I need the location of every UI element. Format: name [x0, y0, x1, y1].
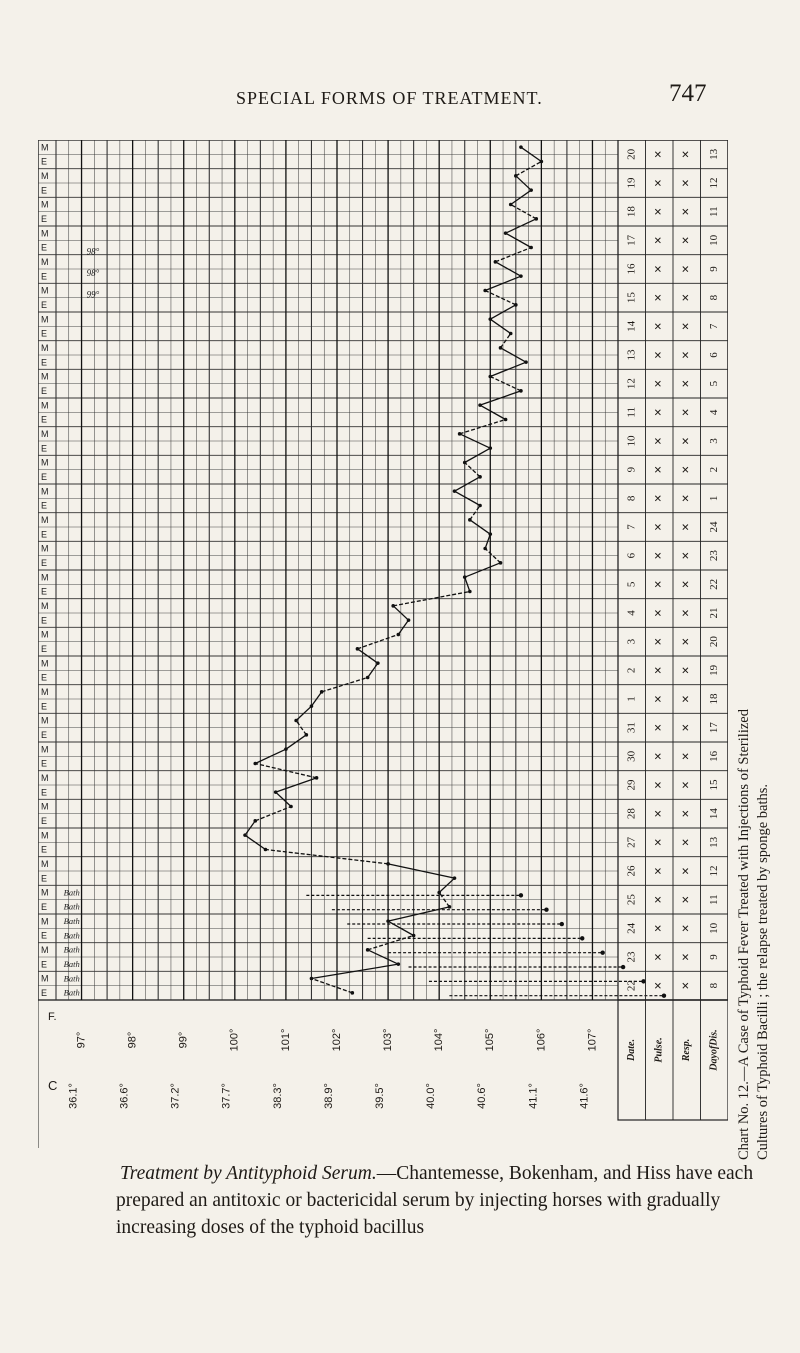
temperature-chart-svg [38, 140, 728, 1148]
trace-point [519, 145, 523, 149]
pulse-cell: ✕ [653, 723, 665, 732]
trace-point [310, 704, 314, 708]
pulse-cell: ✕ [653, 924, 665, 933]
date-cell: 4 [625, 610, 638, 616]
running-head [0, 80, 800, 118]
fahrenheit-label: 106° [535, 1028, 548, 1052]
day-of-disease-cell: 11 [707, 894, 720, 905]
date-cell: 24 [625, 922, 638, 934]
date-cell: 19 [625, 177, 638, 189]
row-mark: M [41, 944, 49, 955]
fahrenheit-label: 97° [75, 1031, 88, 1049]
row-mark: E [41, 242, 48, 253]
row-mark: M [41, 772, 49, 783]
bath-point [621, 965, 625, 969]
date-cell: 18 [625, 206, 638, 218]
bath-point [560, 922, 564, 926]
day-of-disease-cell: 16 [707, 750, 720, 762]
resp-cell: ✕ [681, 752, 693, 761]
trace-point [463, 461, 467, 465]
row-mark: E [41, 529, 48, 540]
row-mark: M [41, 801, 49, 812]
row-mark: E [41, 156, 48, 167]
trace-point [494, 260, 498, 264]
trace-point [253, 819, 257, 823]
date-cell: 13 [625, 349, 638, 361]
fahrenheit-label: 103° [381, 1028, 394, 1052]
celsius-label: 41.6° [578, 1083, 591, 1109]
row-mark: E [41, 385, 48, 396]
row-mark: E [41, 672, 48, 683]
resp-cell: ✕ [681, 436, 693, 446]
resp-cell: ✕ [681, 408, 693, 417]
row-mark: M [41, 629, 49, 640]
row-mark: M [41, 600, 49, 611]
bath-note: Bath [63, 916, 80, 927]
resp-cell: ✕ [681, 322, 693, 331]
trace-point [488, 446, 492, 450]
pulse-cell: ✕ [653, 293, 665, 302]
date-cell: 12 [625, 378, 638, 390]
trace-point [305, 733, 309, 737]
celsius-label: 39.5° [373, 1083, 386, 1109]
fahrenheit-label: 99° [177, 1031, 190, 1049]
bath-note: Bath [63, 959, 80, 970]
row-mark: E [41, 643, 48, 654]
celsius-label: 38.3° [271, 1083, 284, 1109]
date-cell: 30 [625, 750, 638, 762]
bath-point [580, 936, 584, 940]
day-of-disease-cell: 14 [707, 808, 720, 820]
trace-point [320, 690, 324, 694]
trace-point [499, 346, 503, 350]
resp-cell: ✕ [681, 293, 693, 302]
day-of-disease-cell: 9 [707, 266, 720, 272]
trace-point [274, 790, 278, 794]
day-of-disease-cell: 18 [707, 693, 720, 705]
celsius-label: 40.6° [476, 1083, 489, 1109]
pulse-cell: ✕ [653, 379, 665, 388]
paragraph-text: —Chantemesse, Bokenham, and Hiss have each prepared an antitoxic or bactericidal serum by injecting horses with gradually increasing doses of the typhoid bacillus [116, 1163, 754, 1238]
row-mark: M [41, 887, 49, 898]
day-of-disease-cell: 3 [707, 438, 720, 444]
row-mark: E [41, 586, 48, 597]
row-mark: M [41, 744, 49, 755]
day-of-disease-cell: 9 [707, 954, 720, 960]
row-header-label: Pulse. [653, 1037, 665, 1063]
pulse-cell: ✕ [653, 895, 665, 904]
pulse-cell: ✕ [653, 436, 665, 446]
trace-point [366, 676, 370, 680]
trace-point [478, 475, 482, 479]
pulse-cell: ✕ [653, 322, 665, 331]
trace-point [458, 432, 462, 436]
trace-point [483, 289, 487, 293]
resp-cell: ✕ [681, 895, 693, 904]
date-cell: 8 [625, 495, 638, 502]
trace-point [376, 661, 380, 665]
trace-point [453, 489, 457, 493]
day-of-disease-cell: 4 [707, 409, 720, 416]
row-mark: E [41, 471, 48, 482]
day-of-disease-cell: 22 [707, 578, 720, 590]
row-mark: E [41, 185, 48, 196]
fahrenheit-label: 100° [228, 1028, 241, 1052]
row-mark: M [41, 543, 49, 554]
bath-point [600, 951, 604, 955]
row-mark: E [41, 299, 48, 310]
trace-point [448, 905, 452, 909]
trace-point [468, 590, 472, 594]
trace-point [488, 532, 492, 536]
trace-point [468, 518, 472, 522]
bath-note: Bath [63, 930, 80, 941]
resp-cell: ✕ [681, 522, 693, 532]
pulse-cell: ✕ [653, 809, 665, 818]
trace-point [488, 375, 492, 379]
row-mark: M [41, 973, 49, 984]
trace-point [478, 504, 482, 508]
row-mark: M [41, 457, 49, 468]
date-cell: 29 [625, 779, 638, 791]
day-of-disease-cell: 8 [707, 294, 720, 301]
fahrenheit-mark: F. [48, 1011, 57, 1023]
row-mark: E [41, 930, 48, 941]
pulse-cell: ✕ [653, 236, 665, 245]
resp-cell: ✕ [681, 608, 693, 618]
resp-cell: ✕ [681, 236, 693, 245]
fahrenheit-label: 102° [330, 1028, 343, 1052]
celsius-mark: C [48, 1078, 58, 1093]
pulse-cell: ✕ [653, 752, 665, 761]
celsius-label: 41.1° [527, 1083, 540, 1109]
pulse-cell: ✕ [653, 150, 665, 159]
row-mark: M [41, 256, 49, 267]
upper-note: 99° [86, 289, 100, 300]
trace-point [386, 919, 390, 923]
pulse-cell: ✕ [653, 608, 665, 618]
day-of-disease-cell: 7 [707, 323, 720, 330]
row-mark: M [41, 686, 49, 697]
day-of-disease-cell: 5 [707, 380, 720, 387]
resp-cell: ✕ [681, 924, 693, 933]
day-of-disease-cell: 23 [707, 550, 720, 562]
trace-point [264, 848, 268, 852]
celsius-label: 38.9° [322, 1083, 335, 1109]
trace-point [540, 160, 544, 164]
trace-point [504, 418, 508, 422]
date-cell: 23 [625, 951, 638, 963]
trace-point [437, 891, 441, 895]
pulse-cell: ✕ [653, 666, 665, 675]
fahrenheit-label: 105° [484, 1028, 497, 1052]
row-mark: M [41, 400, 49, 411]
resp-cell: ✕ [681, 952, 693, 962]
trace-point [478, 403, 482, 407]
row-mark: E [41, 500, 48, 511]
date-cell: 17 [625, 234, 638, 246]
date-cell: 11 [625, 407, 638, 418]
trace-point [315, 776, 319, 780]
bath-point [662, 994, 666, 998]
resp-cell: ✕ [681, 838, 693, 847]
page-number: 747 [669, 80, 707, 107]
row-mark: E [41, 701, 48, 712]
trace-point [514, 174, 518, 178]
date-cell: 6 [625, 552, 638, 559]
trace-point [366, 948, 370, 952]
pulse-cell: ✕ [653, 952, 665, 962]
date-cell: 26 [625, 865, 638, 877]
upper-note: 98° [86, 268, 100, 279]
resp-cell: ✕ [681, 580, 693, 589]
resp-cell: ✕ [681, 694, 693, 704]
trace-point [243, 833, 247, 837]
trace-point [453, 876, 457, 880]
resp-cell: ✕ [681, 379, 693, 388]
date-cell: 9 [625, 466, 638, 473]
pulse-cell: ✕ [653, 694, 665, 704]
date-cell: 31 [625, 722, 638, 734]
day-of-disease-cell: 10 [707, 234, 720, 246]
trace-point [351, 991, 355, 995]
bath-point [544, 908, 548, 912]
day-of-disease-cell: 19 [707, 664, 720, 676]
running-head-title: SPECIAL FORMS OF TREATMENT. [236, 88, 543, 108]
date-cell: 7 [625, 524, 638, 530]
row-mark: E [41, 213, 48, 224]
upper-note: 98° [86, 246, 100, 257]
date-cell: 10 [625, 435, 638, 447]
trace-point [514, 303, 518, 307]
fahrenheit-label: 98° [126, 1031, 139, 1049]
resp-cell: ✕ [681, 178, 693, 188]
day-of-disease-cell: 11 [707, 206, 720, 217]
bath-note: Bath [63, 887, 80, 898]
trace-point [463, 575, 467, 579]
row-mark: M [41, 858, 49, 869]
row-mark: M [41, 486, 49, 497]
date-cell: 2 [625, 667, 638, 674]
day-of-disease-cell: 10 [707, 922, 720, 934]
chart-caption-line-2: Cultures of Typhoid Bacilli ; the relapse treated by sponge baths. [755, 783, 771, 1160]
trace-point [397, 633, 401, 637]
day-of-disease-cell: 13 [707, 836, 720, 848]
bath-note: Bath [63, 944, 80, 955]
pulse-cell: ✕ [653, 494, 665, 503]
pulse-cell: ✕ [653, 522, 665, 532]
resp-cell: ✕ [681, 150, 693, 159]
trace-point [289, 805, 293, 809]
bath-note: Bath [63, 987, 80, 998]
row-mark: M [41, 572, 49, 583]
row-mark: M [41, 371, 49, 382]
resp-cell: ✕ [681, 866, 693, 876]
date-cell: 14 [625, 320, 638, 332]
chart-caption [735, 560, 795, 1160]
resp-cell: ✕ [681, 465, 693, 474]
resp-cell: ✕ [681, 723, 693, 732]
row-mark: E [41, 758, 48, 769]
trace-point [284, 747, 288, 751]
resp-cell: ✕ [681, 494, 693, 503]
date-cell: 15 [625, 292, 638, 304]
row-mark: E [41, 873, 48, 884]
resp-cell: ✕ [681, 350, 693, 360]
trace-point [483, 547, 487, 551]
celsius-label: 40.0° [425, 1083, 438, 1109]
celsius-label: 37.7° [220, 1083, 233, 1109]
row-mark: M [41, 916, 49, 927]
celsius-label: 36.1° [67, 1083, 80, 1109]
resp-cell: ✕ [681, 264, 693, 274]
date-cell: 20 [625, 148, 638, 160]
pulse-cell: ✕ [653, 178, 665, 188]
trace-point [407, 618, 411, 622]
row-mark: E [41, 443, 48, 454]
day-of-disease-cell: 1 [707, 495, 720, 502]
trace-point [519, 274, 523, 278]
row-mark: E [41, 414, 48, 425]
trace-point [534, 217, 538, 221]
day-of-disease-cell: 8 [707, 982, 720, 989]
row-mark: M [41, 170, 49, 181]
row-mark: E [41, 901, 48, 912]
row-mark: M [41, 715, 49, 726]
day-of-disease-cell: 17 [707, 722, 720, 734]
body-paragraph [116, 1160, 756, 1241]
row-mark: M [41, 199, 49, 210]
day-of-disease-cell: 20 [707, 636, 720, 648]
trace-point [509, 332, 513, 336]
row-mark: M [41, 285, 49, 296]
trace-point [386, 862, 390, 866]
date-cell: 27 [625, 836, 638, 848]
celsius-label: 36.6° [118, 1083, 131, 1109]
day-of-disease-cell: 6 [707, 352, 720, 358]
day-of-disease-cell: 12 [707, 865, 720, 877]
row-mark: E [41, 271, 48, 282]
row-mark: E [41, 987, 48, 998]
row-header-label: Date. [626, 1039, 638, 1061]
day-of-disease-cell: 15 [707, 779, 720, 791]
temperature-scale [38, 1000, 598, 1148]
trace-point [504, 231, 508, 235]
resp-cell: ✕ [681, 981, 693, 990]
resp-cell: ✕ [681, 666, 693, 675]
date-cell: 28 [625, 808, 638, 820]
date-cell: 16 [625, 263, 638, 275]
resp-cell: ✕ [681, 551, 693, 560]
pulse-cell: ✕ [653, 350, 665, 360]
row-mark: E [41, 615, 48, 626]
day-of-disease-cell: 13 [707, 148, 720, 160]
trace-point [509, 203, 513, 207]
pulse-cell: ✕ [653, 838, 665, 847]
resp-cell: ✕ [681, 780, 693, 790]
row-header-label: DayofDis. [708, 1029, 720, 1071]
date-cell: 1 [625, 696, 638, 702]
resp-cell: ✕ [681, 809, 693, 818]
day-of-disease-cell: 2 [707, 466, 720, 473]
bath-note: Bath [63, 973, 80, 984]
row-mark: M [41, 314, 49, 325]
celsius-label: 37.2° [169, 1083, 182, 1109]
trace-point [412, 934, 416, 938]
row-mark: M [41, 228, 49, 239]
row-mark: M [41, 658, 49, 669]
row-mark: M [41, 830, 49, 841]
date-cell: 5 [625, 581, 638, 588]
chart-caption-line-1: Chart No. 12.—A Case of Typhoid Fever Treated with Injections of Sterilized [736, 709, 752, 1160]
trace-point [397, 962, 401, 966]
date-header [618, 140, 728, 1120]
row-mark: M [41, 428, 49, 439]
row-mark: M [41, 342, 49, 353]
trace-point [253, 762, 257, 766]
pulse-cell: ✕ [653, 264, 665, 274]
trace-point [529, 188, 533, 192]
pulse-cell: ✕ [653, 465, 665, 474]
row-mark: E [41, 328, 48, 339]
pulse-cell: ✕ [653, 551, 665, 560]
date-cell: 25 [625, 894, 638, 906]
date-cell: 3 [625, 638, 638, 645]
trace-point [529, 246, 533, 250]
trace-point [524, 360, 528, 364]
bath-point [519, 893, 523, 897]
date-cell: 22 [625, 980, 638, 992]
pulse-cell: ✕ [653, 637, 665, 646]
resp-cell: ✕ [681, 637, 693, 646]
fahrenheit-label: 107° [586, 1028, 599, 1052]
pulse-cell: ✕ [653, 866, 665, 876]
pulse-cell: ✕ [653, 780, 665, 790]
row-mark: E [41, 557, 48, 568]
trace-point [499, 561, 503, 565]
trace-point [488, 317, 492, 321]
resp-cell: ✕ [681, 207, 693, 216]
pulse-cell: ✕ [653, 981, 665, 990]
trace-point [310, 977, 314, 981]
row-mark: M [41, 514, 49, 525]
trace-point [356, 647, 360, 651]
temperature-chart [38, 140, 728, 1148]
trace-point [294, 719, 298, 723]
row-mark: M [41, 142, 49, 153]
trace-point [391, 604, 395, 608]
pulse-cell: ✕ [653, 580, 665, 589]
day-of-disease-cell: 12 [707, 177, 720, 189]
section-heading: Treatment by Antityphoid Serum. [120, 1163, 377, 1184]
trace-point [519, 389, 523, 393]
row-mark: E [41, 959, 48, 970]
row-mark: E [41, 729, 48, 740]
bath-note: Bath [63, 901, 80, 912]
pulse-cell: ✕ [653, 408, 665, 417]
fahrenheit-label: 104° [433, 1028, 446, 1052]
fahrenheit-label: 101° [279, 1028, 292, 1052]
row-mark: E [41, 815, 48, 826]
pulse-cell: ✕ [653, 207, 665, 216]
row-mark: E [41, 844, 48, 855]
day-of-disease-cell: 21 [707, 607, 720, 619]
day-of-disease-cell: 24 [707, 521, 720, 533]
row-header-label: Resp. [681, 1038, 693, 1062]
row-mark: E [41, 787, 48, 798]
row-mark: E [41, 357, 48, 368]
